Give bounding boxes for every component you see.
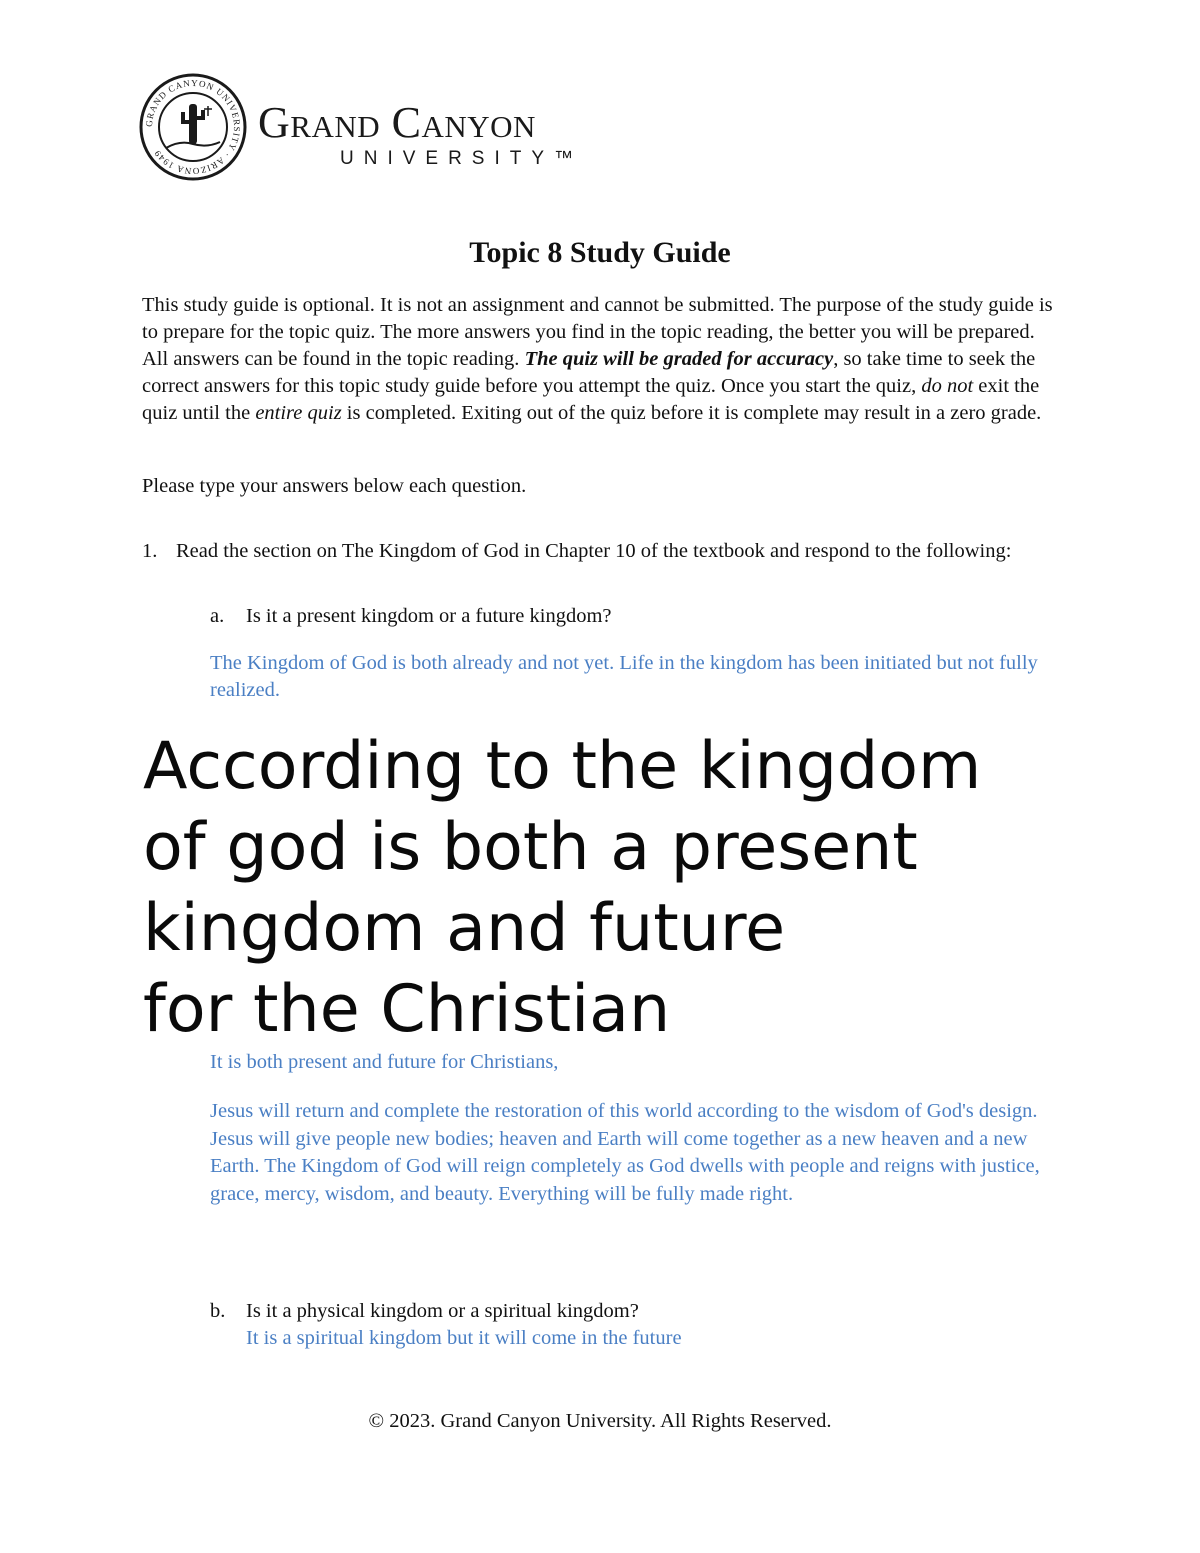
seal-text: GRAND CANYON UNIVERSITY · ARIZONA 1949: [143, 77, 243, 177]
wordmark: [258, 100, 583, 170]
large-answer-line: According to the kingdom: [143, 729, 982, 804]
question-number: 1.: [142, 540, 158, 562]
university-seal-icon: [138, 72, 248, 182]
intro-text-2: , so take time to seek the correct answers for this topic study guide before you attempt the quiz. Once you start the quiz,: [142, 348, 1036, 397]
wordmark-main: Grand Canyon: [258, 98, 536, 147]
answer-1a: The Kingdom of God is both already and not yet. Life in the kingdom has been initiated but not fully realized.: [210, 652, 1038, 701]
instruction-text: Please type your answers below each question.: [142, 475, 527, 497]
question-1b-text: Is it a physical kingdom or a spiritual kingdom?: [246, 1300, 639, 1322]
large-answer-line: for the Christian: [143, 972, 671, 1047]
copyright-footer: © 2023. Grand Canyon University. All Rights Reserved.: [368, 1410, 832, 1432]
intro-italic-1: do not: [921, 375, 974, 397]
intro-emphasis: The quiz will be graded for accuracy: [524, 348, 834, 370]
intro-paragraph: [142, 292, 1062, 427]
intro-text-3: exit the quiz until the: [142, 375, 1040, 424]
wordmark-sub: UNIVERSITY™: [340, 148, 584, 169]
intro-italic-2: entire quiz: [255, 402, 342, 424]
page-title: Topic 8 Study Guide: [469, 236, 731, 269]
intro-text-4: is completed. Exiting out of the quiz before it is complete may result in a zero grade.: [341, 402, 1042, 424]
question-1b: [210, 1300, 639, 1323]
question-letter: b.: [210, 1300, 226, 1322]
large-answer-line: kingdom and future: [143, 891, 786, 966]
university-logo: [138, 72, 618, 182]
answer-1b: It is a spiritual kingdom but it will come in the future: [246, 1327, 682, 1349]
large-answer-text: [143, 726, 1183, 1050]
question-1: [142, 538, 1042, 565]
large-answer-line: of god is both a present: [143, 810, 918, 885]
question-text: Read the section on The Kingdom of God in Chapter 10 of the textbook and respond to the following:: [176, 540, 1012, 562]
question-1a-text: Is it a present kingdom or a future kingdom?: [246, 605, 612, 627]
answer-1a-third: Jesus will return and complete the restoration of this world according to the wisdom of God's design. Jesus will give people new bodies; heaven and Earth will come together as a new heaven and a new Earth. The Kingdom of God will reign completely as God dwells with people and reigns with justice, grace, mercy, wisdom, and beauty. Everything will be fully made right.: [210, 1100, 1040, 1205]
intro-text-1: This study guide is optional. It is not an assignment and cannot be submitted. The purpose of the study guide is to prepare for the topic quiz. The more answers you find in the topic reading, the better you will be prepared. All answers can be found in the topic reading.: [142, 294, 1053, 370]
question-letter: a.: [210, 605, 225, 627]
answer-1a-second: It is both present and future for Christians,: [210, 1051, 559, 1073]
question-1a: [210, 605, 612, 628]
